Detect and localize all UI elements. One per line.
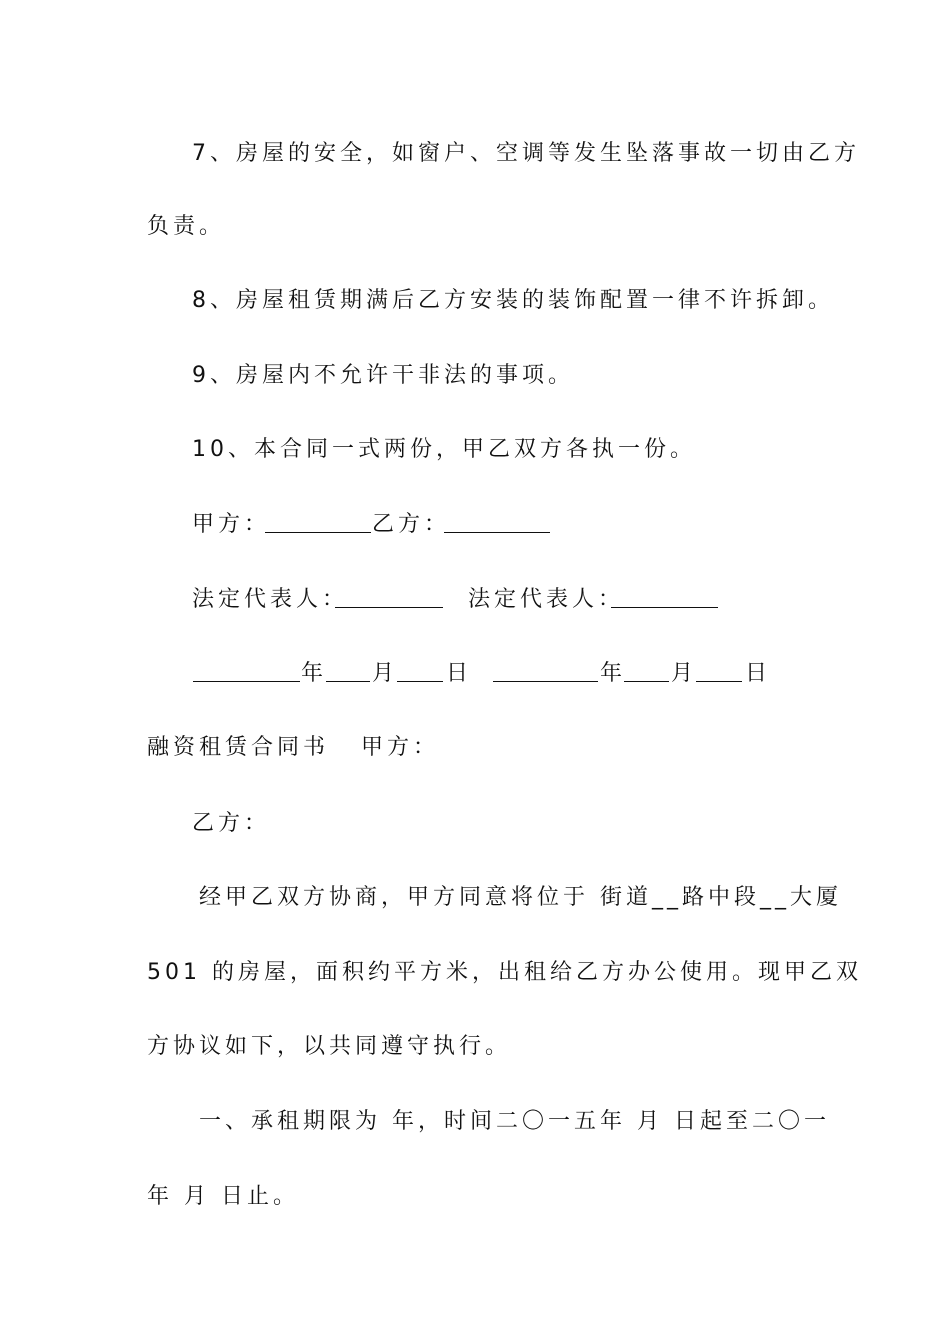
date-a-month: 月 [372, 661, 399, 686]
intro-line-2 [0, 953, 950, 993]
clause-10 [0, 430, 950, 470]
intro-line-3 [0, 1027, 950, 1067]
date-a-month-blank [325, 654, 371, 694]
signature-party-a-label: 甲方： [192, 512, 271, 537]
term-line-2 [0, 1177, 950, 1217]
term-line-1 [0, 1102, 950, 1142]
clause-9 [0, 356, 950, 396]
contract-title-line [0, 728, 950, 768]
clause-8-text: 8、房屋租赁期满后乙方安装的装饰配置一律不许拆卸。 [192, 288, 834, 313]
clause-7-line-2 [0, 207, 950, 247]
legal-rep-b-label: 法定代表人： [468, 587, 625, 612]
date-b-day-blank [695, 654, 743, 694]
clause-10-text: 10、本合同一式两份，甲乙双方各执一份。 [192, 437, 696, 462]
date-a-day: 日 [446, 661, 473, 686]
legal-representative-line [0, 580, 950, 620]
signature-party-b-label: 乙方： [372, 512, 451, 537]
intro-line-1 [0, 878, 950, 918]
signature-date-line [0, 654, 950, 694]
date-a-year: 年 [301, 661, 328, 686]
term-text-2: 年 月 日止。 [147, 1184, 299, 1209]
intro-text-2: 501 的房屋，面积约平方米，出租给乙方办公使用。现甲乙双 [147, 960, 862, 985]
legal-rep-a-label: 法定代表人： [192, 587, 349, 612]
date-a-year-blank [192, 654, 301, 694]
party-a-label: 甲方： [361, 735, 440, 760]
date-b-month-blank [623, 654, 670, 694]
clause-7-text-cont: 负责。 [147, 214, 226, 239]
date-a-day-blank [396, 654, 444, 694]
date-b-year-blank [492, 654, 599, 694]
signature-party-a-blank [264, 505, 372, 545]
legal-rep-b-blank [610, 580, 719, 620]
clause-7-text: 7、房屋的安全，如窗户、空调等发生坠落事故一切由乙方 [192, 141, 860, 166]
clause-7-line-1 [0, 134, 950, 174]
intro-text-3: 方协议如下，以共同遵守执行。 [147, 1034, 512, 1059]
date-b-year: 年 [600, 661, 627, 686]
clause-9-text: 9、房屋内不允许干非法的事项。 [192, 363, 574, 388]
legal-rep-a-blank [334, 580, 444, 620]
date-b-month: 月 [671, 661, 698, 686]
signature-party-b-blank [443, 505, 551, 545]
clause-8 [0, 281, 950, 321]
signature-parties-line [0, 505, 950, 545]
term-text-1: 一、承租期限为 年，时间二〇一五年 月 日起至二〇一 [199, 1109, 830, 1134]
date-b-day: 日 [745, 661, 772, 686]
contract-title: 融资租赁合同书 [147, 735, 330, 760]
party-b-label: 乙方： [192, 811, 271, 836]
party-b-line [0, 804, 950, 844]
intro-text-1: 经甲乙双方协商，甲方同意将位于 街道__路中段__大厦 [199, 885, 842, 910]
